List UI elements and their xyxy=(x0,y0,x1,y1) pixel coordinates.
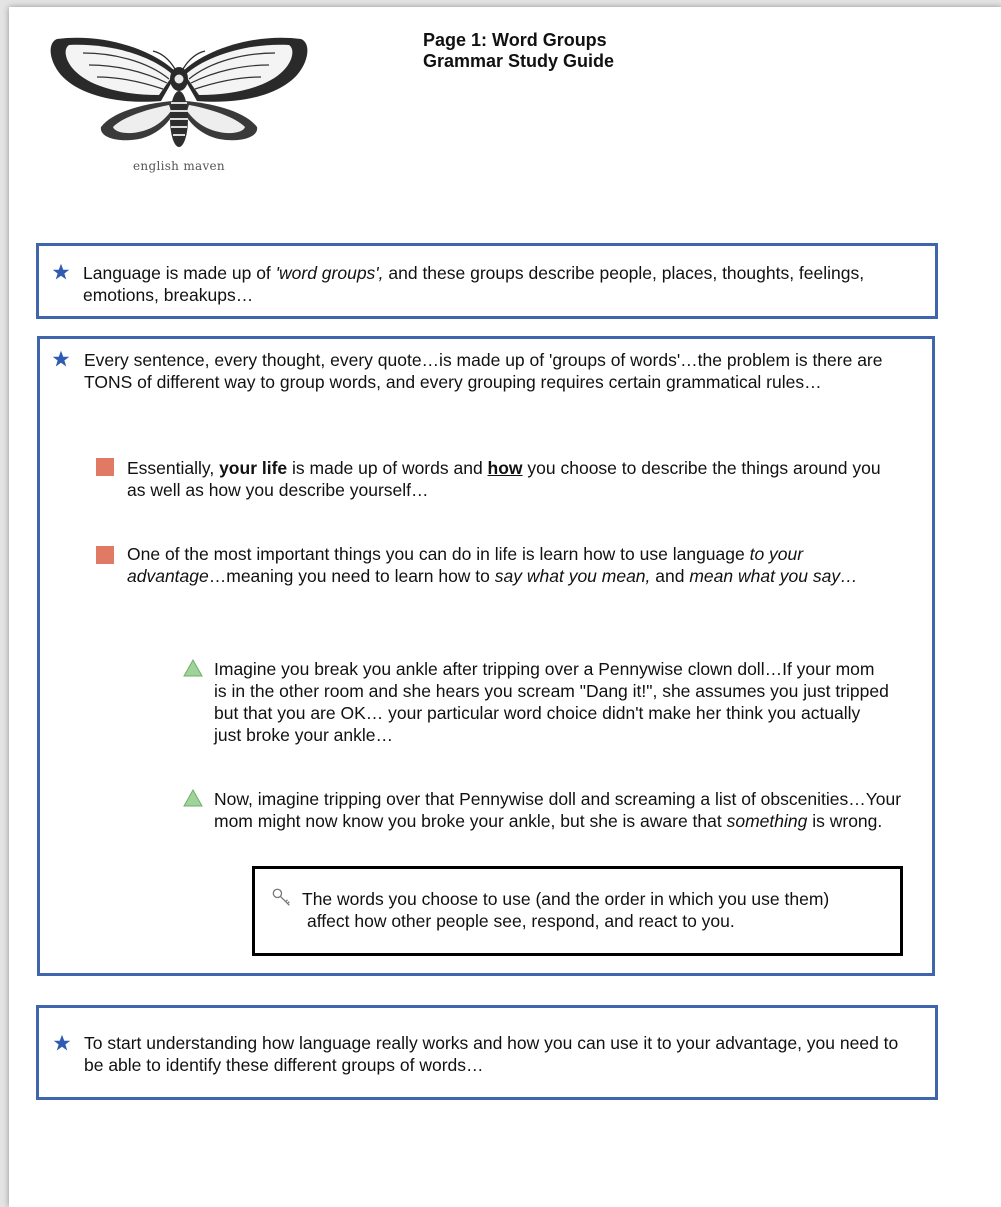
logo-caption: english maven xyxy=(133,159,225,173)
bullet-text-bold: your life xyxy=(219,458,288,478)
bullet-text-part: …meaning you need to learn how to xyxy=(208,566,495,586)
sub-bullet-text-italic: something xyxy=(726,811,808,831)
bullet-text-part: One of the most important things you can do in life is learn how to use language xyxy=(127,544,750,564)
bullet-text-part: you choose to describe the things around you as well as how you describe yourself… xyxy=(127,458,881,500)
moth-illustration xyxy=(43,31,315,156)
key-takeaway-line1: The words you choose to use (and the order in which you use them) xyxy=(302,889,830,909)
intro-text-part: and these groups describe people, places, thoughts, feelings, emotions, breakups… xyxy=(83,263,865,305)
sub-bullet-text-part: Now, imagine tripping over that Pennywise doll and screaming a list of obscenities…Your mom might now know you broke your ankle, but she is aware that xyxy=(214,789,902,831)
triangle-bullet-icon xyxy=(183,789,203,807)
bullet-your-life xyxy=(127,457,887,501)
bullet-text-italic: to your advantage xyxy=(127,544,804,586)
bullet-text-part: and xyxy=(650,566,690,586)
bullet-text-italic: say what you mean, xyxy=(494,566,651,586)
key-takeaway-line2: affect how other people see, respond, and react to you. xyxy=(307,911,735,931)
key-icon xyxy=(271,887,293,909)
closing-box xyxy=(36,1005,938,1100)
bullet-text-underline: how xyxy=(487,458,523,478)
intro-box xyxy=(36,243,938,319)
square-bullet-icon xyxy=(96,546,114,564)
closing-text: To start understanding how language really works and how you can use it to your advantage, you need to be able to identify these different groups of words… xyxy=(84,1033,899,1075)
page-title-line2: Grammar Study Guide xyxy=(423,51,615,71)
square-bullet-icon xyxy=(96,458,114,476)
star-bullet-icon xyxy=(52,350,70,368)
key-takeaway-box xyxy=(252,866,903,956)
bullet-advantage xyxy=(127,543,902,587)
star-bullet-icon xyxy=(53,1034,71,1052)
page-title xyxy=(423,30,614,72)
star-bullet-icon xyxy=(52,263,70,281)
english-maven-logo xyxy=(43,31,315,191)
main-intro-text: Every sentence, every thought, every quote…is made up of 'groups of words'…the problem is there are TONS of different way to group words, and every grouping requires certain grammatical rules… xyxy=(84,350,883,392)
triangle-bullet-icon xyxy=(183,659,203,677)
sub-bullet-dang-it: Imagine you break you ankle after tripping over a Pennywise clown doll…If your mom is in the other room and she hears you scream "Dang it!", she assumes you just tripped but that you are OK… your particular word choice didn't make her think you actually just broke your ankle… xyxy=(214,659,889,745)
sub-bullet-obscenities xyxy=(214,788,914,832)
bullet-text-part: Essentially, xyxy=(127,458,220,478)
intro-text-emphasis: 'word groups', xyxy=(275,263,384,283)
bullet-text-part: is made up of words and xyxy=(287,458,488,478)
document-page xyxy=(9,7,1001,1207)
page-title-line1: Page 1: Word Groups xyxy=(423,30,607,50)
bullet-text-italic: mean what you say… xyxy=(689,566,858,586)
intro-text-part: Language is made up of xyxy=(83,263,276,283)
intro-text xyxy=(83,262,923,306)
sub-bullet-text-part: is wrong. xyxy=(807,811,883,831)
